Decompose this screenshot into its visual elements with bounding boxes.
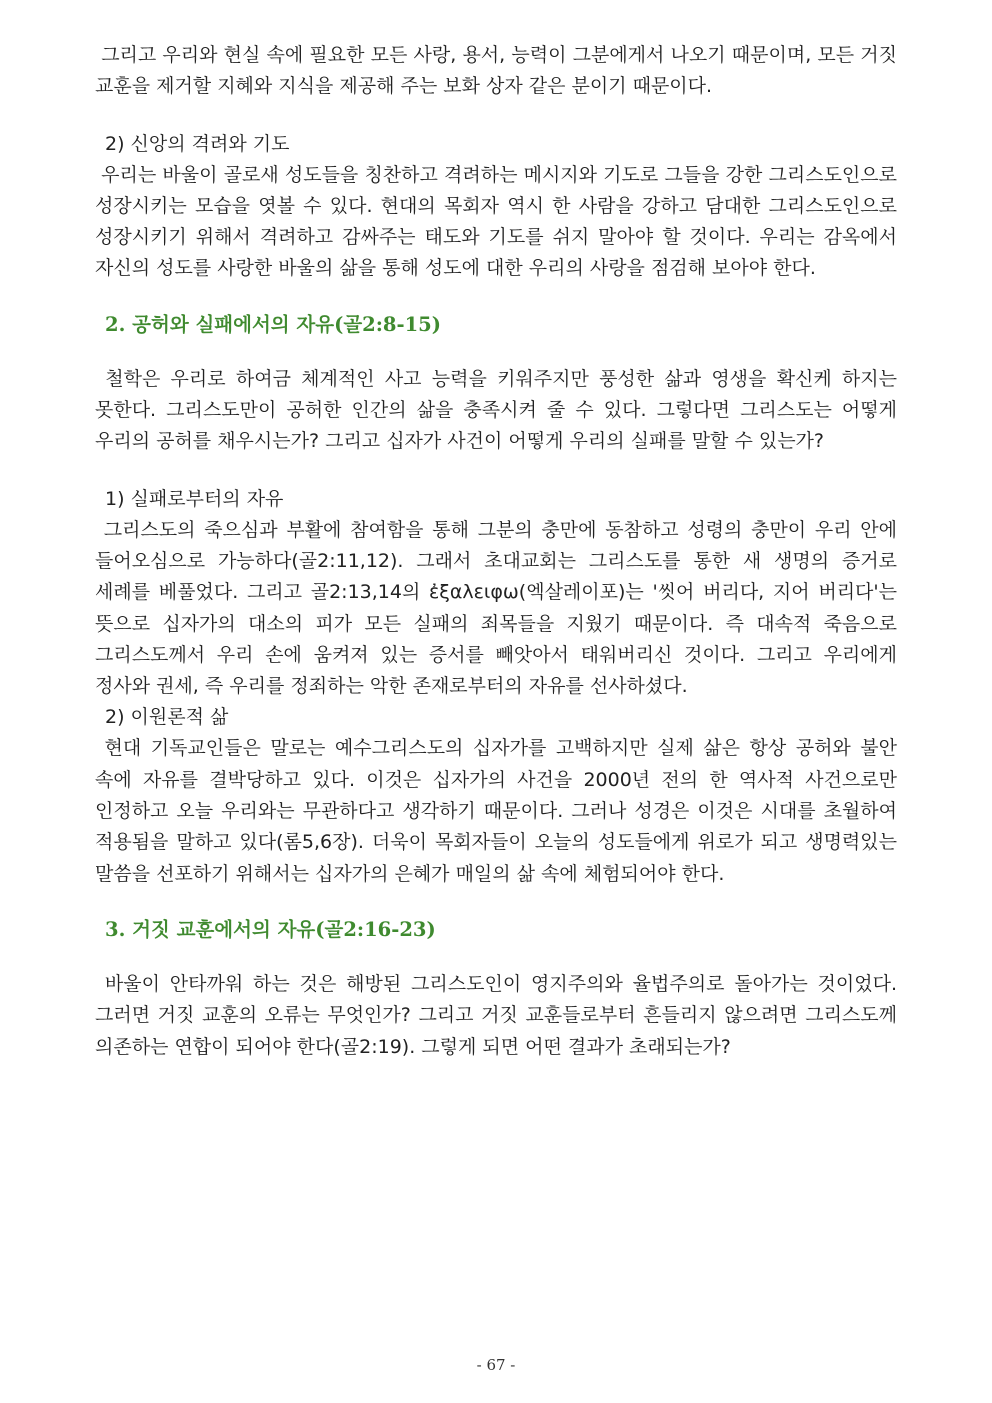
paragraph-false-teaching: 바울이 안타까워 하는 것은 해방된 그리스도인이 영지주의와 율법주의로 돌아가는 것이었다. 그러면 거짓 교훈의 오류는 무엇인가? 그리고 거짓 교훈들로부터 흔들리지 않으려면 그리스도께 의존하는 연합이 되어야 한다(골2:19). 그렇게 되면 어떤 결과가 초래되는가? [95,972,897,1058]
paragraph-intro: 그리고 우리와 현실 속에 필요한 모든 사랑, 용서, 능력이 그분에게서 나오기 때문이며, 모든 거짓 교훈을 제거할 지혜와 지식을 제공해 주는 보화 상자 같은 분이기 때문이다. [95,44,898,98]
subheading-dualistic-life: 2) 이원론적 삶 [105,706,229,729]
section-heading-3: 3. 거짓 교훈에서의 자유(골2:16-23) [105,917,436,941]
paragraph-freedom-from-failure: 그리스도의 죽으심과 부활에 참여함을 통해 그분의 충만에 동참하고 성령의 충만이 우리 안에 들어오심으로 가능하다(골2:11,12). 그래서 초대교회는 그리스도를 통한 새 생명의 증거로 세례를 베풀었다. 그리고 골2:13,14의 ἐξαλειφω(엑살레이포)는 '씻어 버리다, 지어 버리다'는 뜻으로 십자가의 대소의 피가 모든 실패의 죄목들을 지웠기 때문이다. 즉 대속적 죽음으로 그리스도께서 우리 손에 움켜져 있는 증서를 빼앗아서 태워버리신 것이다. 그리고 우리에게 정사와 권세, 즉 우리를 정죄하는 악한 존재로부터의 자유를 선사하셨다. [95,518,897,698]
subheading-freedom-from-failure: 1) 실패로부터의 자유 [105,487,284,510]
paragraph-faith-encouragement: 우리는 바울이 골로새 성도들을 칭찬하고 격려하는 메시지와 기도로 그들을 강한 그리스도인으로 성장시키는 모습을 엿볼 수 있다. 현대의 목회자 역시 한 사람을 강하고 담대한 그리스도인으로 성장시키기 위해서 격려하고 감싸주는 태도와 기도를 쉬지 말아야 할 것이다. 우리는 감옥에서 자신의 성도를 사랑한 바울의 삶을 통해 성도에 대한 우리의 사랑을 점검해 보아야 한다. [95,163,897,280]
subheading-faith-encouragement: 2) 신앙의 격려와 기도 [105,132,290,155]
section-heading-2: 2. 공허와 실패에서의 자유(골2:8-15) [105,312,441,336]
paragraph-philosophy: 철학은 우리로 하여금 체계적인 사고 능력을 키워주지만 풍성한 삶과 영생을 확신케 하지는 못한다. 그리스도만이 공허한 인간의 삶을 충족시켜 줄 수 있다. 그렇다면 그리스도는 어떻게 우리의 공허를 채우시는가? 그리고 십자가 사건이 어떻게 우리의 실패를 말할 수 있는가? [95,367,897,453]
paragraph-dualistic-life: 현대 기독교인들은 말로는 예수그리스도의 십자가를 고백하지만 실제 삶은 항상 공허와 불안 속에 자유를 결박당하고 있다. 이것은 십자가의 사건을 2000년 전의 한 역사적 사건으로만 인정하고 오늘 우리와는 무관하다고 생각하기 때문이다. 그러나 성경은 이것은 시대를 초월하여 적용됨을 말하고 있다(롬5,6장). 더욱이 목회자들이 오늘의 성도들에게 위로가 되고 생명력있는 말씀을 선포하기 위해서는 십자가의 은혜가 매일의 삶 속에 체험되어야 한다. [95,737,897,885]
page-number: - 67 - [476,1356,516,1374]
document-page [95,40,897,1063]
